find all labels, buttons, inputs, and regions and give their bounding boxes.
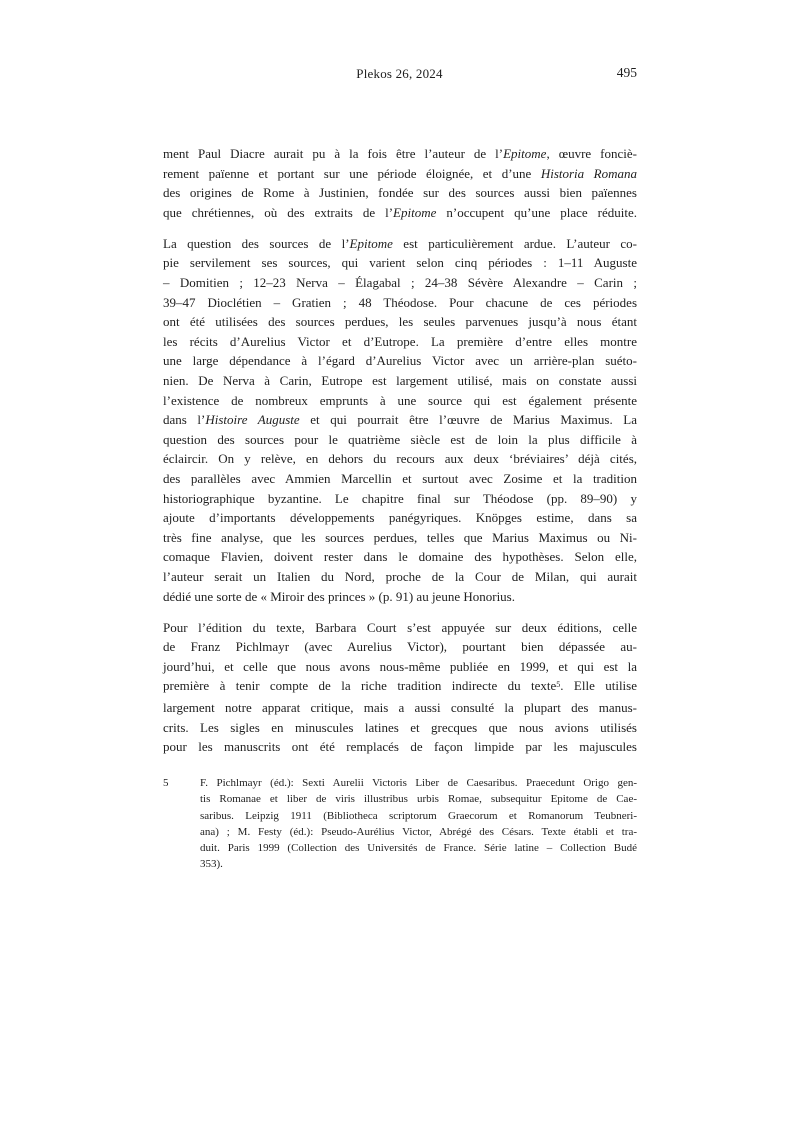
text-line: pie servilement ses sources, qui varient selon cinq périodes : 1–11 Auguste xyxy=(163,255,637,271)
text-line: pour les manuscrits ont été remplacés de façon limpide par les majuscules xyxy=(163,739,637,755)
text-line: l’existence de nombreux emprunts à une source qui est également présente xyxy=(163,392,637,408)
paragraph xyxy=(163,618,637,757)
text-line: nien. De Nerva à Carin, Eutrope est largement utilisé, mais on constate aussi xyxy=(163,373,637,389)
footnote-reference-marker: 5 xyxy=(556,679,561,689)
paragraph xyxy=(163,234,637,606)
text-line: jourd’hui, et celle que nous avons nous-même publiée en 1999, et qui est la xyxy=(163,658,637,674)
page-number: 495 xyxy=(616,65,637,80)
text-line: rement païenne et portant sur une période éloignée, et d’une Historia Romana xyxy=(163,165,638,181)
text-line: 353). xyxy=(200,858,223,871)
text-line: dédié une sorte de « Miroir des princes » (p. 91) au jeune Honorius. xyxy=(163,588,515,604)
text-line: crits. Les sigles en minuscules latines et grecques que nous avions utilisés xyxy=(163,719,637,735)
text-line: ajoute d’importants développements panégyriques. Knöpges estime, dans sa xyxy=(163,510,637,526)
text-line: largement notre apparat critique, mais a aussi consulté la plupart des manus- xyxy=(163,700,637,716)
text-line: tis Romanae et liber de viris illustribus urbis Romae, subsequitur Epitome de Cae- xyxy=(200,793,637,806)
text-line: historiographique byzantine. Le chapitre final sur Théodose (pp. 89–90) y xyxy=(163,490,637,506)
text-line: duit. Paris 1999 (Collection des Universités de France. Série latine – Collection Budé xyxy=(200,842,637,855)
text-line: ont été utilisées des sources perdues, les seules parvenues jusqu’à nous étant xyxy=(163,314,637,330)
text-line: saribus. Leipzig 1911 (Bibliotheca scriptorum Graecorum et Romanorum Teubneri- xyxy=(200,809,637,822)
text-line: question des sources pour le quatrième siècle est de loin la plus difficile à xyxy=(163,431,637,447)
text-line: 39–47 Dioclétien – Gratien ; 48 Théodose. Pour chacune de ces périodes xyxy=(163,294,637,310)
running-header-journal-title: Plekos 26, 2024 xyxy=(356,66,443,81)
text-line: ana) ; M. Festy (éd.): Pseudo-Aurélius Victor, Abrégé des Césars. Texte établi et tra- xyxy=(200,825,637,838)
footnote-text xyxy=(200,775,637,873)
text-line: Pour l’édition du texte, Barbara Court s’est appuyée sur deux éditions, celle xyxy=(163,619,637,635)
text-line: F. Pichlmayr (éd.): Sexti Aurelii Victoris Liber de Caesaribus. Praecedunt Origo gen- xyxy=(200,777,637,789)
footnote xyxy=(163,775,637,873)
text-line: que chrétiennes, où des extraits de l’Epitome n’occupent qu’une place réduite. xyxy=(163,204,638,220)
text-line: ment Paul Diacre aurait pu à la fois être l’auteur de l’Epitome, œuvre fonciè- xyxy=(163,146,637,161)
text-line: l’auteur serait un Italien du Nord, proche de la Cour de Milan, qui aurait xyxy=(163,568,637,584)
text-line: des parallèles avec Ammien Marcellin et surtout avec Zosime et la tradition xyxy=(163,471,637,486)
text-line: les récits d’Aurelius Victor et d’Eutrope. La première d’entre elles montre xyxy=(163,333,637,349)
text-line: dans l’Histoire Auguste et qui pourrait être l’œuvre de Marius Maximus. La xyxy=(163,412,637,428)
text-line: première à tenir compte de la riche tradition indirecte du texte$^5$. Elle utilise xyxy=(163,678,637,694)
paragraph xyxy=(163,144,637,222)
text-line: très fine analyse, que les sources perdues, telles que Marius Maximus ou Ni- xyxy=(163,529,637,545)
footnote-number: 5 xyxy=(163,777,169,789)
text-line: La question des sources de l’Epitome est particulièrement ardue. L’auteur co- xyxy=(163,235,637,251)
text-line: des origines de Rome à Justinien, fondée sur des sources aussi bien païennes xyxy=(163,185,637,201)
text-line: éclaircir. On y relève, en dehors du recours aux deux ‘bréviaires’ déjà cités, xyxy=(163,451,637,467)
text-line: de Franz Pichlmayr (avec Aurelius Victor), pourtant bien dépassée au- xyxy=(163,639,637,655)
text-line: une large dépendance à l’égard d’Aurelius Victor avec un arrière-plan suéto- xyxy=(163,353,637,369)
body-text-column xyxy=(163,144,637,757)
text-line: – Domitien ; 12–23 Nerva – Élagabal ; 24–38 Sévère Alexandre – Carin ; xyxy=(163,275,637,291)
text-line: comaque Flavien, doivent rester dans le domaine des hypothèses. Selon elle, xyxy=(163,549,637,565)
